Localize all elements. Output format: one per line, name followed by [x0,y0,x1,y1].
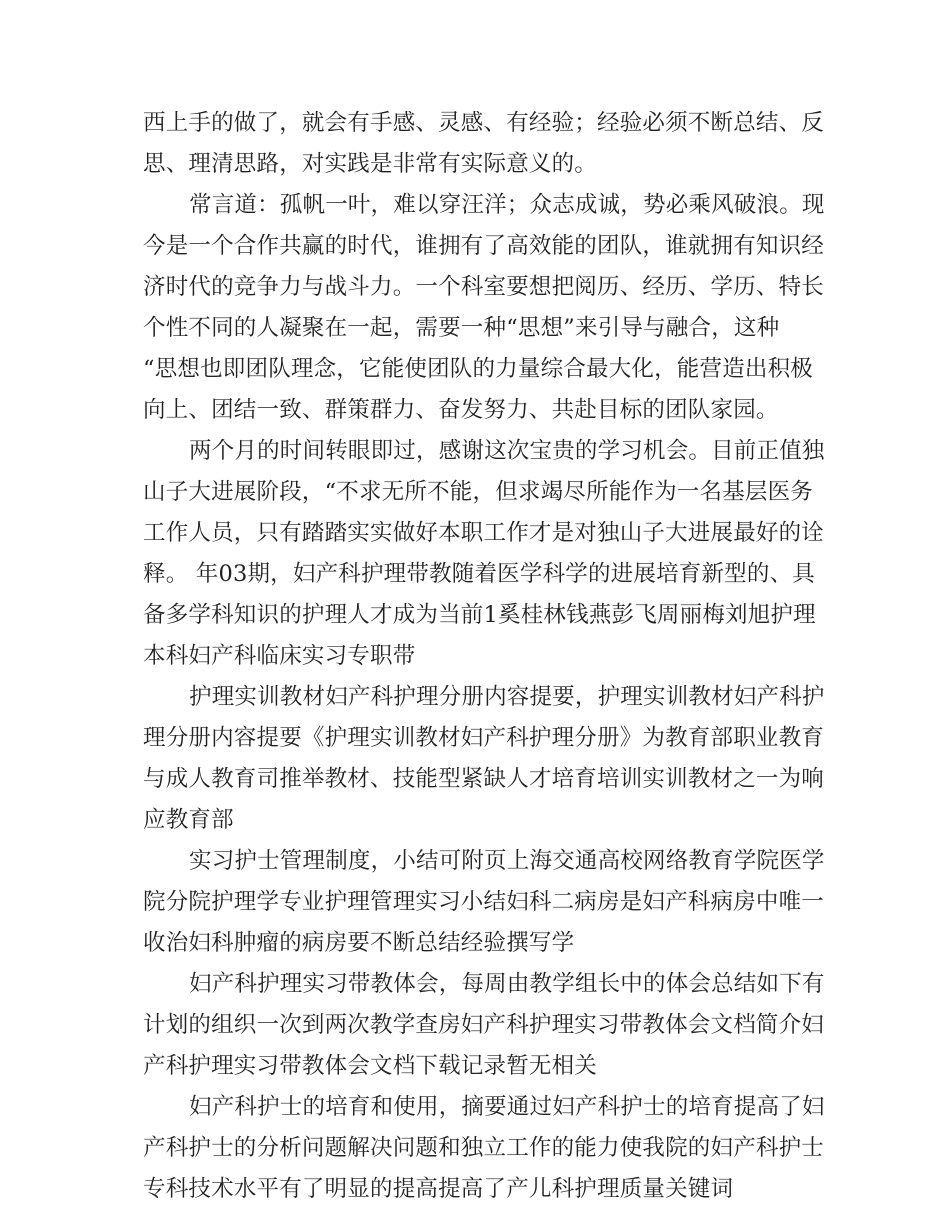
text-line: 工作人员，只有踏踏实实做好本职工作才是对独山子大进展最好的诠 [143,520,825,546]
text-line: 理分册内容提要《护理实训教材妇产科护理分册》为教育部职业教育 [143,725,825,751]
text-line: 释。 年03期，妇产科护理带教随着医学科学的进展培育新型的、具 [143,561,815,587]
text-line: 个性不同的人凝聚在一起，需要一种“思想”来引导与融合，这种 [143,315,780,341]
text-line: 两个月的时间转眼即过，感谢这次宝贵的学习机会。目前正值独 [189,438,825,464]
text-line: 产科护士的分析问题解决问题和独立工作的能力使我院的妇产科护士 [143,1135,825,1161]
text-line: 产科护理实习带教体会文档下载记录暂无相关 [143,1053,598,1079]
text-line: 院分院护理学专业护理管理实习小结妇科二病房是妇产科病房中唯一 [143,889,825,915]
text-line: 专科技术水平有了明显的提高提高了产儿科护理质量关键词 [143,1176,734,1202]
text-line: 今是一个合作共赢的时代，谁拥有了高效能的团队，谁就拥有知识经 [143,233,825,259]
text-line: 备多学科知识的护理人才成为当前1奚桂林钱燕彭飞周丽梅刘旭护理 [143,602,816,628]
text-line: 与成人教育司推举教材、技能型紧缺人才培育培训实训教材之一为响 [143,766,825,792]
paragraph [143,185,825,431]
text-line: 实习护士管理制度，小结可附页上海交通高校网络教育学院医学 [189,848,825,874]
text-line: 西上手的做了，就会有手感、灵感、有经验；经验必须不断总结、反 [143,110,825,136]
paragraph [143,1087,825,1210]
paragraph [143,841,825,964]
paragraph [143,431,825,677]
text-line: 应教育部 [143,807,234,833]
text-line: 向上、团结一致、群策群力、奋发努力、共赴目标的团队家园。 [143,397,779,423]
text-line: 思、理清思路，对实践是非常有实际意义的。 [143,151,598,177]
text-line: 计划的组织一次到两次教学查房妇产科护理实习带教体会文档简介妇 [143,1012,825,1038]
text-line: 本科妇产科临床实习专职带 [143,643,416,669]
text-line: 常言道：孤帆一叶，难以穿汪洋；众志成诚，势必乘风破浪。现 [189,192,825,218]
text-line: 山子大进展阶段，“不求无所不能，但求竭尽所能作为一名基层医务 [143,479,814,505]
text-line: 妇产科护士的培育和使用，摘要通过妇产科护士的培育提高了妇 [189,1094,825,1120]
text-line: 济时代的竞争力与战斗力。一个科室要想把阅历、经历、学历、特长 [143,274,825,300]
text-line: 收治妇科肿瘤的病房要不断总结经验撰写学 [143,930,575,956]
text-line: 妇产科护理实习带教体会，每周由教学组长中的体会总结如下有 [189,971,825,997]
text-line: 护理实训教材妇产科护理分册内容提要，护理实训教材妇产科护 [189,684,825,710]
text-line: “思想也即团队理念，它能使团队的力量综合最大化，能营造出积极 [143,356,814,382]
paragraph [143,964,825,1087]
paragraph [143,677,825,841]
paragraph [143,103,825,185]
body-text [143,103,825,1210]
